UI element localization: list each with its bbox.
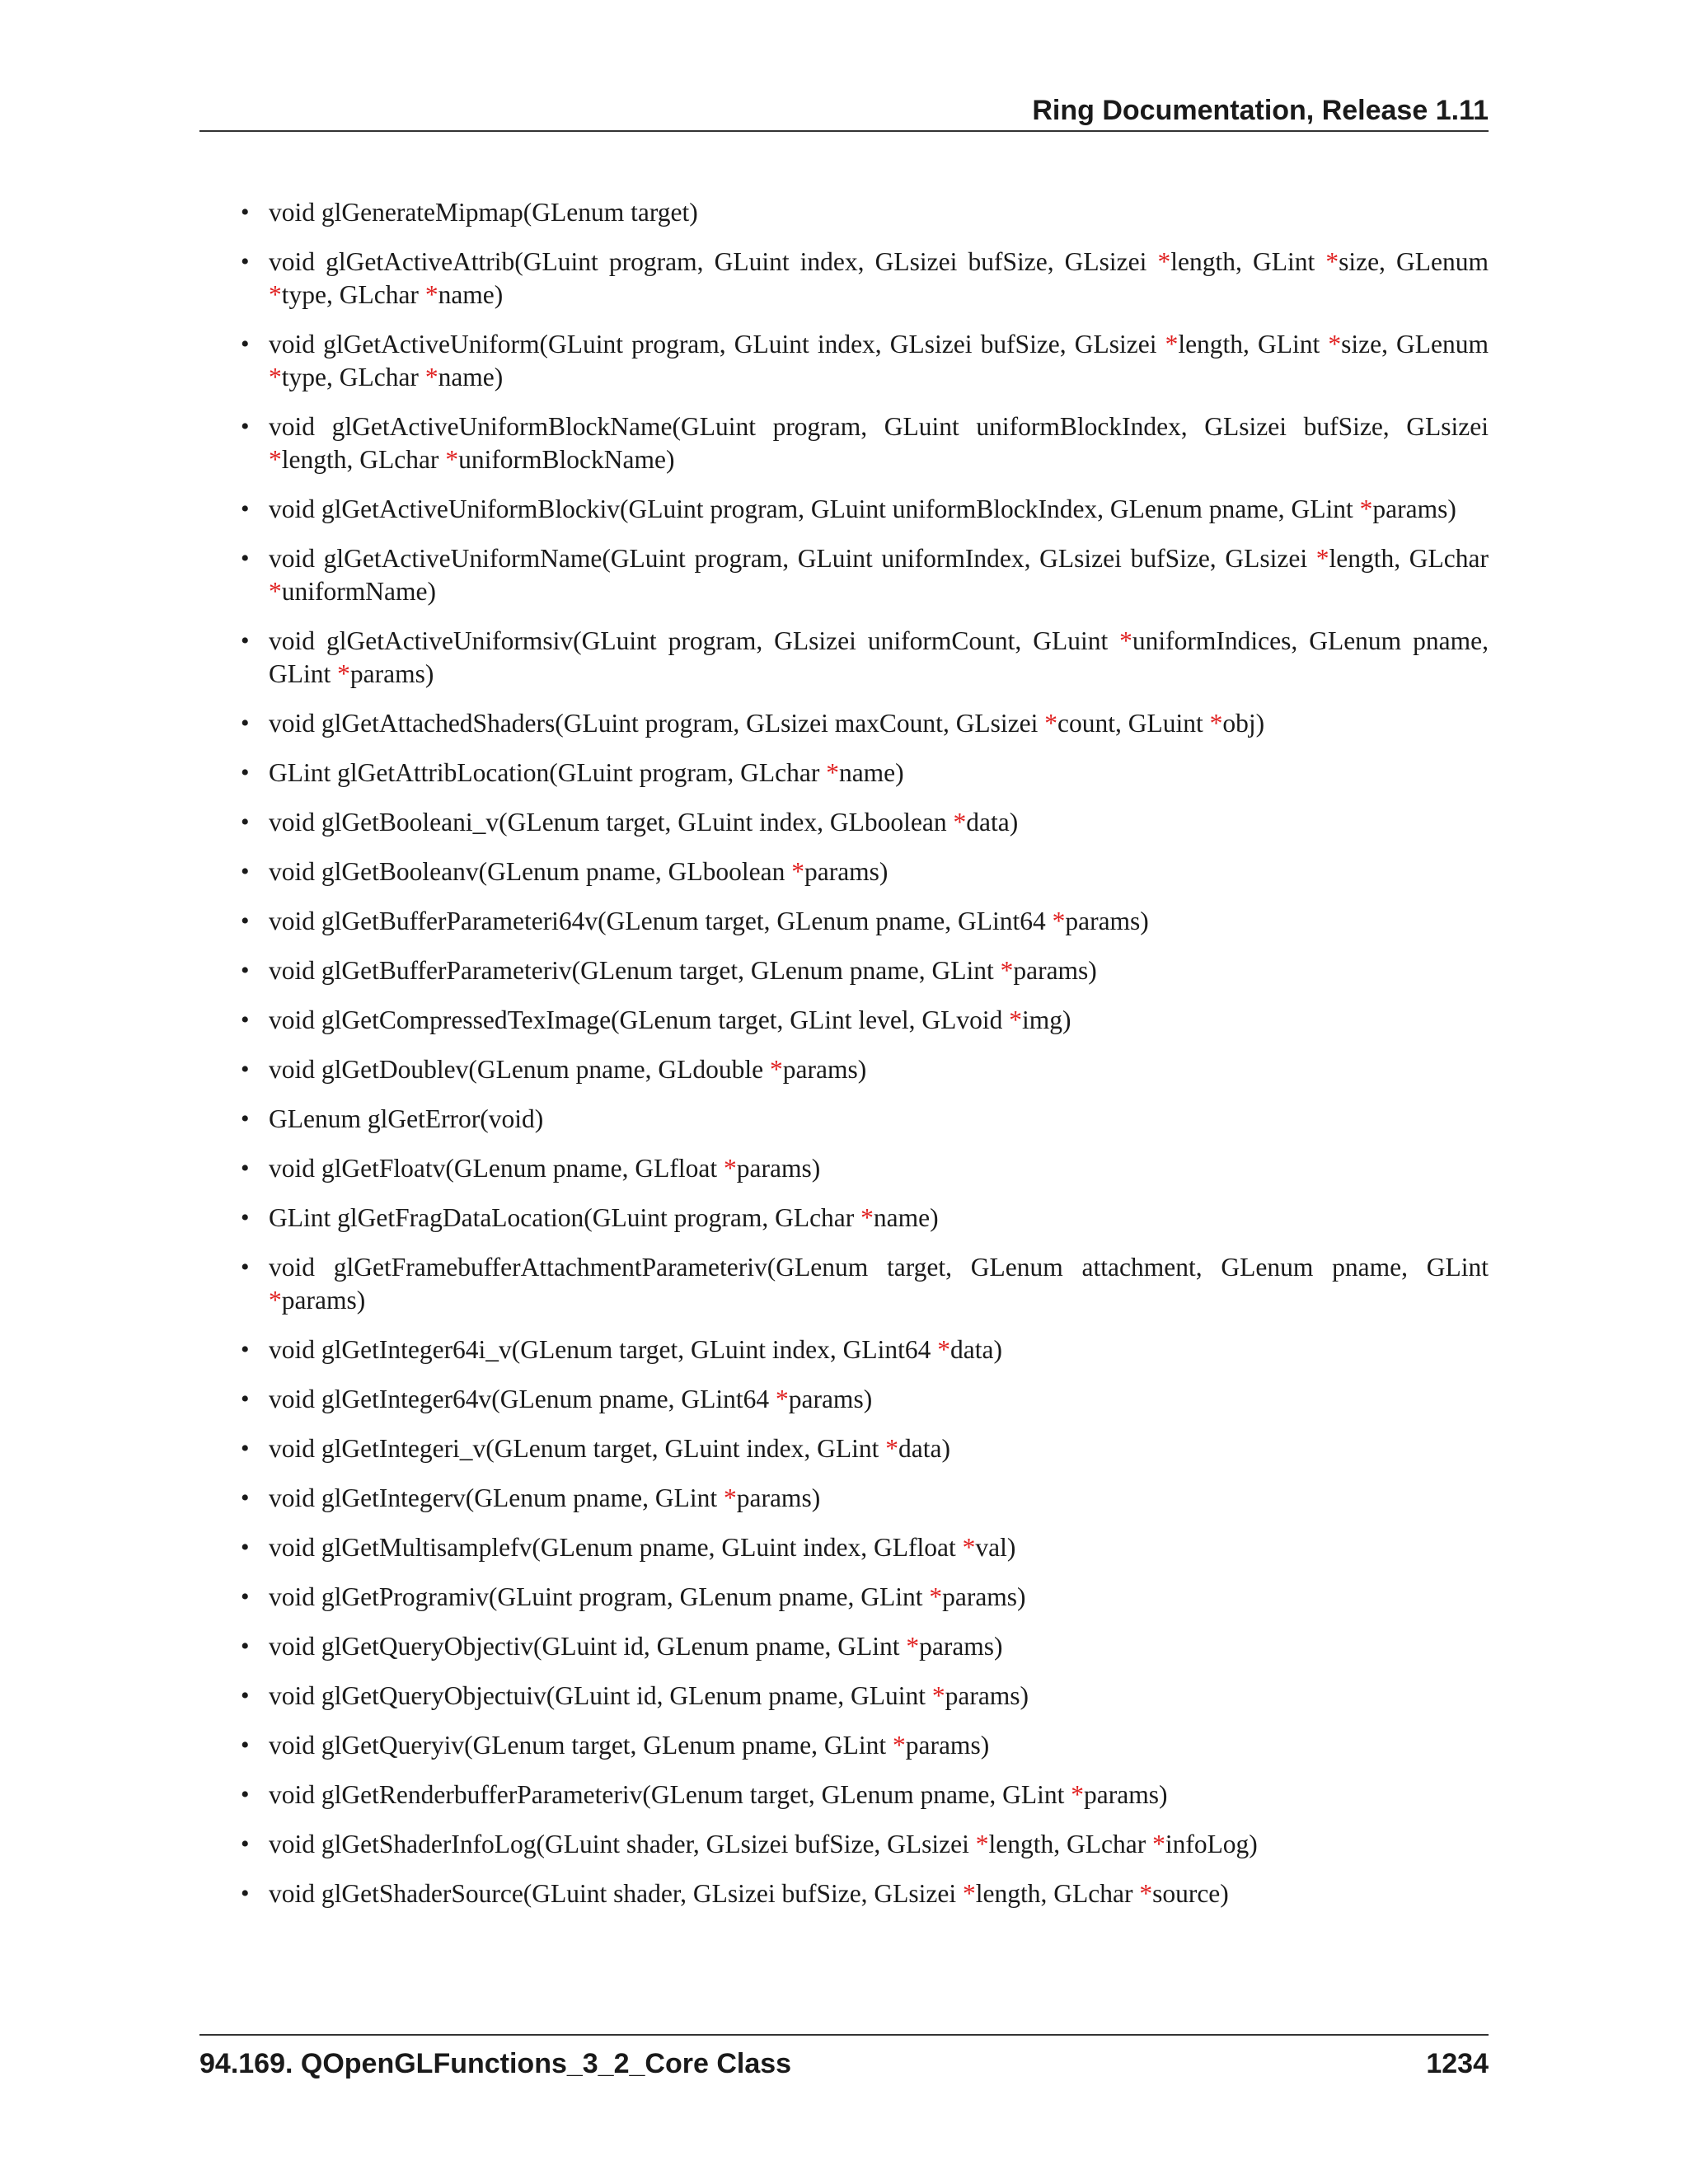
signature-text: void glGetShaderSource(GLuint shader, GLsizei bufSize, GLsizei	[269, 1879, 964, 1908]
signature-text: params)	[942, 1582, 1026, 1611]
signature-text: void glGetDoublev(GLenum pname, GLdouble	[269, 1055, 770, 1084]
signature-text: void glGetCompressedTexImage(GLenum target, GLint level, GLvoid	[269, 1005, 1010, 1034]
function-list	[199, 196, 1489, 1910]
signature-text: void glGetInteger64v(GLenum pname, GLint64	[269, 1385, 776, 1413]
signature-text: void glGetFloatv(GLenum pname, GLfloat	[269, 1154, 724, 1183]
list-item	[199, 954, 1489, 987]
signature-text: void glGetActiveAttrib(GLuint program, GLuint index, GLsizei bufSize, GLsizei	[269, 247, 1158, 276]
list-item	[199, 855, 1489, 888]
list-item	[199, 1729, 1489, 1762]
signature-text: void glGetIntegerv(GLenum pname, GLint	[269, 1483, 724, 1512]
list-item	[199, 1779, 1489, 1811]
page-footer	[199, 2034, 1489, 2082]
pointer-asterisk: *	[1315, 544, 1329, 573]
signature-text: params)	[945, 1681, 1029, 1710]
signature-text: data)	[950, 1335, 1002, 1364]
page-header	[199, 92, 1489, 132]
signature-text: uniformBlockName)	[458, 445, 675, 474]
pointer-asterisk: *	[424, 280, 438, 309]
section-title: 94.169. QOpenGLFunctions_3_2_Core Class	[199, 2048, 792, 2079]
signature-text: params)	[281, 1286, 366, 1315]
pointer-asterisk: *	[1165, 330, 1179, 359]
signature-text: uniformName)	[281, 577, 436, 606]
pointer-asterisk: *	[892, 1731, 906, 1760]
signature-text: void glGetFramebufferAttachmentParameteriv(GLenum target, GLenum attachment, GLenum pname, GLint	[269, 1253, 1489, 1282]
signature-text: void glGetActiveUniformBlockiv(GLuint program, GLuint uniformBlockIndex, GLenum pname, GLint	[269, 494, 1360, 523]
signature-text: void glGetMultisamplefv(GLenum pname, GLuint index, GLfloat	[269, 1533, 963, 1562]
signature-text: obj)	[1222, 709, 1265, 738]
pointer-asterisk: *	[1071, 1780, 1085, 1809]
signature-text: GLint glGetFragDataLocation(GLuint program, GLchar	[269, 1203, 861, 1232]
pointer-asterisk: *	[1009, 1005, 1022, 1034]
pointer-asterisk: *	[269, 363, 282, 391]
list-item	[199, 625, 1489, 691]
pointer-asterisk: *	[337, 659, 350, 688]
signature-text: void glGetIntegeri_v(GLenum target, GLuint index, GLint	[269, 1434, 886, 1463]
pointer-asterisk: *	[937, 1335, 950, 1364]
signature-text: params)	[736, 1154, 821, 1183]
pointer-asterisk: *	[1325, 247, 1339, 276]
pointer-asterisk: *	[1359, 494, 1373, 523]
signature-text: name)	[873, 1203, 939, 1232]
signature-text: size, GLenum	[1341, 330, 1489, 359]
pointer-asterisk: *	[723, 1483, 737, 1512]
list-item	[199, 1531, 1489, 1564]
signature-text: void glGetInteger64i_v(GLenum target, GLuint index, GLint64	[269, 1335, 938, 1364]
list-item	[199, 1333, 1489, 1366]
signature-text: size, GLenum	[1339, 247, 1489, 276]
pointer-asterisk: *	[1157, 247, 1171, 276]
list-item	[199, 542, 1489, 608]
signature-text: void glGetRenderbufferParameteriv(GLenum target, GLenum pname, GLint	[269, 1780, 1071, 1809]
list-item	[199, 1251, 1489, 1317]
signature-text: length, GLchar	[281, 445, 446, 474]
signature-text: type, GLchar	[281, 363, 425, 391]
signature-text: params)	[1013, 956, 1097, 985]
signature-text: GLint glGetAttribLocation(GLuint program, GLchar	[269, 758, 827, 787]
signature-text: infoLog)	[1165, 1830, 1258, 1858]
signature-text: name)	[838, 758, 904, 787]
list-item	[199, 246, 1489, 312]
signature-text: params)	[1372, 494, 1456, 523]
signature-text: void glGetProgramiv(GLuint program, GLenum pname, GLint	[269, 1582, 930, 1611]
list-item	[199, 1630, 1489, 1663]
pointer-asterisk: *	[269, 577, 282, 606]
signature-text: name)	[438, 280, 504, 309]
pointer-asterisk: *	[445, 445, 459, 474]
signature-text: void glGetBufferParameteriv(GLenum target, GLenum pname, GLint	[269, 956, 1001, 985]
pointer-asterisk: *	[860, 1203, 874, 1232]
signature-text: img)	[1022, 1005, 1071, 1034]
pointer-asterisk: *	[929, 1582, 943, 1611]
signature-text: params)	[782, 1055, 867, 1084]
pointer-asterisk: *	[1044, 709, 1058, 738]
list-item	[199, 493, 1489, 526]
pointer-asterisk: *	[269, 1286, 282, 1315]
signature-text: void glGetActiveUniformBlockName(GLuint program, GLuint uniformBlockIndex, GLsizei bufSize, GLsizei	[269, 412, 1489, 441]
signature-text: void glGetQueryiv(GLenum target, GLenum pname, GLint	[269, 1731, 893, 1760]
list-item	[199, 905, 1489, 938]
pointer-asterisk: *	[1152, 1830, 1165, 1858]
pointer-asterisk: *	[1052, 907, 1066, 935]
signature-text: void glGenerateMipmap(GLenum target)	[269, 198, 698, 227]
list-item	[199, 196, 1489, 229]
document-title: Ring Documentation, Release 1.11	[1032, 95, 1489, 126]
list-item	[199, 1432, 1489, 1465]
pointer-asterisk: *	[1000, 956, 1014, 985]
list-item	[199, 1482, 1489, 1515]
signature-text: void glGetAttachedShaders(GLuint program, GLsizei maxCount, GLsizei	[269, 709, 1045, 738]
signature-text: void glGetShaderInfoLog(GLuint shader, GLsizei bufSize, GLsizei	[269, 1830, 976, 1858]
signature-text: params)	[804, 857, 889, 886]
signature-text: params)	[1065, 907, 1149, 935]
pointer-asterisk: *	[975, 1830, 989, 1858]
list-item	[199, 806, 1489, 839]
page-content	[199, 196, 1489, 1927]
list-item	[199, 1877, 1489, 1910]
pointer-asterisk: *	[931, 1681, 945, 1710]
signature-text: data)	[898, 1434, 950, 1463]
signature-text: params)	[919, 1632, 1003, 1661]
signature-text: source)	[1152, 1879, 1229, 1908]
pointer-asterisk: *	[269, 445, 282, 474]
signature-text: void glGetQueryObjectuiv(GLuint id, GLenum pname, GLuint	[269, 1681, 932, 1710]
list-item	[199, 1053, 1489, 1086]
list-item	[199, 1004, 1489, 1037]
list-item	[199, 1383, 1489, 1416]
pointer-asterisk: *	[885, 1434, 898, 1463]
list-item	[199, 1828, 1489, 1861]
signature-text: void glGetActiveUniform(GLuint program, GLuint index, GLsizei bufSize, GLsizei	[269, 330, 1165, 359]
signature-text: params)	[1084, 1780, 1168, 1809]
pointer-asterisk: *	[775, 1385, 789, 1413]
signature-text: length, GLint	[1178, 330, 1329, 359]
signature-text: uniformIndices, GLenum pname, GLint	[269, 626, 1489, 688]
pointer-asterisk: *	[724, 1154, 737, 1183]
signature-text: name)	[438, 363, 504, 391]
list-item	[199, 1581, 1489, 1614]
signature-text: params)	[349, 659, 434, 688]
signature-text: count, GLuint	[1057, 709, 1210, 738]
pointer-asterisk: *	[770, 1055, 783, 1084]
signature-text: type, GLchar	[281, 280, 425, 309]
pointer-asterisk: *	[963, 1879, 976, 1908]
pointer-asterisk: *	[1209, 709, 1223, 738]
pointer-asterisk: *	[826, 758, 839, 787]
signature-text: void glGetActiveUniformsiv(GLuint program, GLsizei uniformCount, GLuint	[269, 626, 1120, 655]
list-item	[199, 1202, 1489, 1235]
pointer-asterisk: *	[1139, 1879, 1153, 1908]
list-item	[199, 707, 1489, 740]
list-item	[199, 757, 1489, 790]
signature-text: params)	[788, 1385, 873, 1413]
signature-text: GLenum glGetError(void)	[269, 1104, 544, 1133]
signature-text: void glGetQueryObjectiv(GLuint id, GLenum pname, GLint	[269, 1632, 907, 1661]
pointer-asterisk: *	[1119, 626, 1132, 655]
signature-text: params)	[736, 1483, 821, 1512]
pointer-asterisk: *	[906, 1632, 920, 1661]
signature-text: length, GLchar	[988, 1830, 1153, 1858]
signature-text: length, GLint	[1170, 247, 1326, 276]
signature-text: length, GLchar	[1329, 544, 1489, 573]
signature-text: params)	[905, 1731, 990, 1760]
pointer-asterisk: *	[424, 363, 438, 391]
pointer-asterisk: *	[269, 280, 282, 309]
signature-text: void glGetActiveUniformName(GLuint program, GLuint uniformIndex, GLsizei bufSize, GLsizei	[269, 544, 1316, 573]
list-item	[199, 1152, 1489, 1185]
signature-text: void glGetBufferParameteri64v(GLenum target, GLenum pname, GLint64	[269, 907, 1053, 935]
list-item	[199, 1103, 1489, 1136]
signature-text: length, GLchar	[975, 1879, 1140, 1908]
list-item	[199, 328, 1489, 394]
signature-text: data)	[966, 808, 1019, 837]
pointer-asterisk: *	[791, 857, 804, 886]
pointer-asterisk: *	[953, 808, 967, 837]
list-item	[199, 410, 1489, 476]
signature-text: void glGetBooleani_v(GLenum target, GLuint index, GLboolean	[269, 808, 954, 837]
page-number: 1234	[1426, 2048, 1489, 2079]
signature-text: val)	[975, 1533, 1016, 1562]
pointer-asterisk: *	[962, 1533, 976, 1562]
list-item	[199, 1680, 1489, 1713]
pointer-asterisk: *	[1328, 330, 1342, 359]
signature-text: void glGetBooleanv(GLenum pname, GLboolean	[269, 857, 792, 886]
